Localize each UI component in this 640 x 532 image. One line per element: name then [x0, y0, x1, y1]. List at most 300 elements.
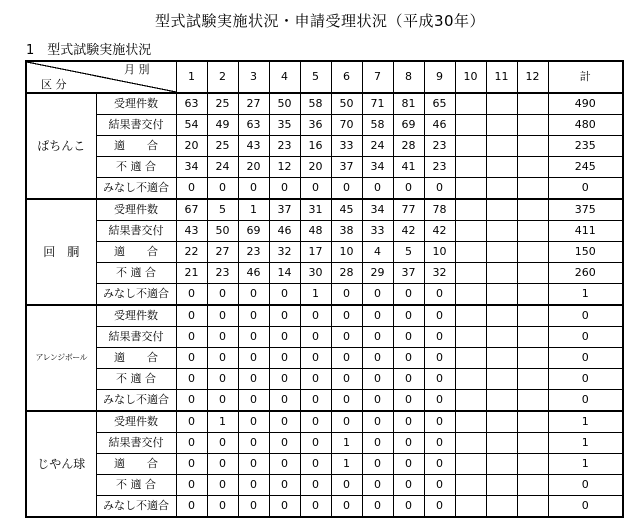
month-value-cell: 0	[424, 369, 455, 390]
month-value-cell: 0	[300, 433, 331, 454]
month-value-cell: 0	[238, 348, 269, 369]
month-value-cell: 37	[393, 263, 424, 284]
table-row	[26, 242, 623, 263]
month-value-cell: 31	[300, 199, 331, 221]
month-value-cell: 58	[300, 93, 331, 115]
month-value-cell: 4	[362, 242, 393, 263]
month-value-cell: 5	[393, 242, 424, 263]
month-value-cell	[486, 433, 517, 454]
row-total-cell: 0	[548, 496, 623, 518]
month-value-cell: 1	[300, 284, 331, 306]
month-value-cell: 63	[176, 93, 207, 115]
month-value-cell: 63	[238, 115, 269, 136]
month-value-cell	[517, 305, 548, 327]
month-value-cell	[517, 496, 548, 518]
month-value-cell: 0	[393, 433, 424, 454]
row-label: 結果書交付	[96, 327, 176, 348]
month-value-cell: 37	[331, 157, 362, 178]
month-value-cell	[455, 475, 486, 496]
month-value-cell: 0	[331, 369, 362, 390]
month-value-cell: 0	[393, 178, 424, 200]
month-value-cell	[517, 284, 548, 306]
month-value-cell	[517, 475, 548, 496]
month-value-cell: 23	[238, 242, 269, 263]
row-total-cell: 375	[548, 199, 623, 221]
row-total-cell: 235	[548, 136, 623, 157]
month-value-cell: 32	[424, 263, 455, 284]
table-row	[26, 115, 623, 136]
month-value-cell: 0	[393, 390, 424, 412]
month-value-cell	[455, 242, 486, 263]
month-value-cell: 0	[300, 454, 331, 475]
month-value-cell: 33	[362, 221, 393, 242]
month-value-cell	[455, 369, 486, 390]
month-value-cell: 0	[424, 305, 455, 327]
month-value-cell: 71	[362, 93, 393, 115]
row-total-cell: 1	[548, 454, 623, 475]
month-value-cell	[486, 411, 517, 433]
month-value-cell: 0	[424, 390, 455, 412]
category-group	[26, 411, 623, 517]
table-row	[26, 157, 623, 178]
month-value-cell: 25	[207, 136, 238, 157]
month-value-cell: 34	[362, 157, 393, 178]
month-value-cell: 0	[269, 390, 300, 412]
month-value-cell: 25	[207, 93, 238, 115]
row-total-cell: 245	[548, 157, 623, 178]
month-value-cell: 0	[269, 305, 300, 327]
month-value-cell: 0	[393, 454, 424, 475]
month-value-cell: 0	[176, 475, 207, 496]
month-value-cell	[486, 178, 517, 200]
table-row	[26, 348, 623, 369]
month-value-cell: 24	[207, 157, 238, 178]
month-value-cell	[486, 348, 517, 369]
row-total-cell: 0	[548, 327, 623, 348]
month-value-cell: 0	[424, 411, 455, 433]
month-value-cell: 0	[300, 496, 331, 518]
month-value-cell: 0	[176, 390, 207, 412]
month-value-cell: 81	[393, 93, 424, 115]
month-value-cell: 10	[424, 242, 455, 263]
total-header: 計	[548, 61, 623, 93]
row-total-cell: 0	[548, 390, 623, 412]
category-group	[26, 199, 623, 305]
month-value-cell: 0	[176, 496, 207, 518]
row-label: 適 合	[96, 242, 176, 263]
month-value-cell: 23	[207, 263, 238, 284]
row-label: 適 合	[96, 136, 176, 157]
month-value-cell: 17	[300, 242, 331, 263]
month-value-cell: 20	[300, 157, 331, 178]
month-value-cell: 0	[238, 327, 269, 348]
month-value-cell: 0	[331, 305, 362, 327]
month-value-cell: 0	[238, 475, 269, 496]
month-header-1: 1	[176, 61, 207, 93]
month-value-cell: 0	[362, 284, 393, 306]
month-value-cell: 69	[238, 221, 269, 242]
month-value-cell: 0	[238, 284, 269, 306]
header-row	[26, 61, 623, 93]
table-row	[26, 454, 623, 475]
table-row	[26, 369, 623, 390]
month-value-cell: 29	[362, 263, 393, 284]
month-value-cell: 0	[393, 369, 424, 390]
month-value-cell: 0	[238, 496, 269, 518]
month-value-cell: 49	[207, 115, 238, 136]
month-value-cell: 0	[362, 433, 393, 454]
category-cell: アレンジボール	[26, 305, 96, 411]
table-row	[26, 411, 623, 433]
month-value-cell	[517, 221, 548, 242]
month-value-cell: 0	[362, 390, 393, 412]
month-value-cell: 77	[393, 199, 424, 221]
month-value-cell: 46	[424, 115, 455, 136]
row-label: 結果書交付	[96, 115, 176, 136]
month-value-cell: 23	[424, 157, 455, 178]
month-header-4: 4	[269, 61, 300, 93]
month-value-cell	[455, 433, 486, 454]
month-value-cell: 0	[362, 348, 393, 369]
month-value-cell: 0	[238, 305, 269, 327]
month-value-cell: 0	[269, 475, 300, 496]
month-value-cell: 43	[176, 221, 207, 242]
row-total-cell: 411	[548, 221, 623, 242]
row-total-cell: 490	[548, 93, 623, 115]
month-value-cell	[455, 221, 486, 242]
month-value-cell	[517, 115, 548, 136]
month-value-cell: 37	[269, 199, 300, 221]
row-total-cell: 150	[548, 242, 623, 263]
month-value-cell	[486, 199, 517, 221]
month-value-cell: 23	[424, 136, 455, 157]
row-label: 不 適 合	[96, 157, 176, 178]
month-value-cell: 0	[362, 369, 393, 390]
row-label: 結果書交付	[96, 221, 176, 242]
month-value-cell: 0	[207, 284, 238, 306]
month-value-cell	[455, 348, 486, 369]
category-cell: ぱちんこ	[26, 93, 96, 199]
month-header-6: 6	[331, 61, 362, 93]
month-value-cell: 0	[331, 496, 362, 518]
row-total-cell: 0	[548, 475, 623, 496]
row-label: 不 適 合	[96, 475, 176, 496]
month-value-cell: 0	[207, 475, 238, 496]
month-value-cell: 32	[269, 242, 300, 263]
month-value-cell: 12	[269, 157, 300, 178]
month-value-cell: 0	[176, 433, 207, 454]
month-value-cell: 0	[207, 390, 238, 412]
month-value-cell: 69	[393, 115, 424, 136]
month-value-cell: 0	[331, 390, 362, 412]
row-label: みなし不適合	[96, 178, 176, 200]
month-value-cell: 0	[362, 178, 393, 200]
month-value-cell: 27	[207, 242, 238, 263]
month-value-cell: 5	[207, 199, 238, 221]
month-value-cell: 42	[424, 221, 455, 242]
month-value-cell: 0	[362, 475, 393, 496]
month-header-7: 7	[362, 61, 393, 93]
month-value-cell: 36	[300, 115, 331, 136]
row-total-cell: 0	[548, 369, 623, 390]
row-label: 適 合	[96, 454, 176, 475]
month-value-cell	[486, 221, 517, 242]
month-value-cell: 0	[207, 327, 238, 348]
table-row	[26, 496, 623, 518]
table-row	[26, 327, 623, 348]
row-label: 適 合	[96, 348, 176, 369]
month-value-cell: 16	[300, 136, 331, 157]
month-value-cell: 0	[424, 178, 455, 200]
inspection-status-table	[25, 60, 624, 518]
month-value-cell: 42	[393, 221, 424, 242]
month-value-cell	[517, 411, 548, 433]
month-value-cell: 0	[207, 369, 238, 390]
table-row	[26, 199, 623, 221]
month-value-cell	[517, 157, 548, 178]
month-value-cell	[455, 496, 486, 518]
month-value-cell: 0	[424, 327, 455, 348]
month-value-cell: 0	[362, 305, 393, 327]
month-value-cell: 0	[300, 327, 331, 348]
month-value-cell: 0	[269, 284, 300, 306]
month-value-cell: 0	[424, 496, 455, 518]
month-value-cell	[517, 390, 548, 412]
month-value-cell: 70	[331, 115, 362, 136]
month-value-cell: 0	[269, 348, 300, 369]
month-value-cell	[455, 178, 486, 200]
row-total-cell: 0	[548, 348, 623, 369]
month-value-cell: 0	[393, 348, 424, 369]
month-value-cell	[455, 93, 486, 115]
row-label: 結果書交付	[96, 433, 176, 454]
month-value-cell	[486, 390, 517, 412]
month-value-cell: 50	[331, 93, 362, 115]
row-label: 受理件数	[96, 411, 176, 433]
month-value-cell	[517, 433, 548, 454]
month-value-cell: 38	[331, 221, 362, 242]
month-value-cell: 20	[176, 136, 207, 157]
month-value-cell: 23	[269, 136, 300, 157]
month-value-cell: 34	[176, 157, 207, 178]
month-value-cell	[486, 305, 517, 327]
month-value-cell: 0	[362, 454, 393, 475]
month-value-cell	[486, 454, 517, 475]
month-value-cell	[486, 263, 517, 284]
table-row	[26, 433, 623, 454]
month-value-cell	[517, 242, 548, 263]
row-label: 受理件数	[96, 305, 176, 327]
table-row	[26, 263, 623, 284]
month-value-cell	[486, 115, 517, 136]
document-title: 型式試験実施状況・申請受理状況（平成30年）	[154, 12, 486, 30]
row-label: 受理件数	[96, 199, 176, 221]
month-value-cell	[486, 242, 517, 263]
month-value-cell	[517, 93, 548, 115]
month-value-cell: 0	[269, 496, 300, 518]
month-value-cell: 0	[176, 369, 207, 390]
category-axis-label: 区 分	[41, 78, 67, 91]
month-value-cell: 41	[393, 157, 424, 178]
month-axis-label: 月 別	[124, 63, 150, 76]
month-value-cell: 0	[300, 178, 331, 200]
month-value-cell: 35	[269, 115, 300, 136]
month-value-cell: 28	[393, 136, 424, 157]
month-value-cell	[455, 157, 486, 178]
month-header-9: 9	[424, 61, 455, 93]
month-value-cell: 0	[331, 284, 362, 306]
month-value-cell: 0	[331, 348, 362, 369]
month-value-cell: 0	[176, 305, 207, 327]
month-value-cell: 33	[331, 136, 362, 157]
month-header-8: 8	[393, 61, 424, 93]
month-value-cell	[517, 327, 548, 348]
row-total-cell: 1	[548, 284, 623, 306]
month-value-cell: 0	[393, 327, 424, 348]
month-value-cell: 22	[176, 242, 207, 263]
month-value-cell	[517, 263, 548, 284]
row-total-cell: 0	[548, 305, 623, 327]
month-value-cell: 50	[207, 221, 238, 242]
month-value-cell: 0	[269, 433, 300, 454]
month-value-cell: 0	[331, 475, 362, 496]
month-value-cell: 0	[207, 348, 238, 369]
month-header-5: 5	[300, 61, 331, 93]
month-value-cell: 0	[238, 178, 269, 200]
month-value-cell: 0	[269, 327, 300, 348]
month-value-cell: 24	[362, 136, 393, 157]
row-label: 不 適 合	[96, 263, 176, 284]
category-cell: 回 胴	[26, 199, 96, 305]
month-value-cell	[455, 115, 486, 136]
month-value-cell: 10	[331, 242, 362, 263]
row-label: みなし不適合	[96, 496, 176, 518]
month-value-cell: 0	[362, 327, 393, 348]
month-value-cell: 0	[207, 178, 238, 200]
table-row	[26, 93, 623, 115]
month-value-cell: 0	[393, 411, 424, 433]
month-value-cell: 0	[269, 178, 300, 200]
category-group	[26, 93, 623, 199]
table-row	[26, 284, 623, 306]
month-header-2: 2	[207, 61, 238, 93]
month-value-cell: 1	[238, 199, 269, 221]
month-value-cell: 0	[424, 284, 455, 306]
month-value-cell: 45	[331, 199, 362, 221]
month-value-cell: 0	[176, 178, 207, 200]
row-total-cell: 1	[548, 433, 623, 454]
table-row	[26, 178, 623, 200]
month-value-cell: 14	[269, 263, 300, 284]
month-value-cell: 65	[424, 93, 455, 115]
month-value-cell: 0	[393, 284, 424, 306]
month-value-cell: 0	[362, 411, 393, 433]
month-header-3: 3	[238, 61, 269, 93]
month-value-cell	[455, 305, 486, 327]
month-value-cell: 0	[238, 433, 269, 454]
month-value-cell: 0	[176, 284, 207, 306]
month-value-cell	[486, 157, 517, 178]
month-value-cell: 0	[393, 475, 424, 496]
month-value-cell	[517, 136, 548, 157]
month-value-cell	[517, 369, 548, 390]
month-value-cell: 0	[424, 348, 455, 369]
month-value-cell: 46	[238, 263, 269, 284]
month-value-cell	[455, 411, 486, 433]
month-value-cell	[486, 475, 517, 496]
month-value-cell: 48	[300, 221, 331, 242]
month-value-cell: 0	[269, 411, 300, 433]
month-value-cell	[455, 390, 486, 412]
month-value-cell: 0	[176, 454, 207, 475]
row-total-cell: 480	[548, 115, 623, 136]
month-value-cell	[455, 263, 486, 284]
month-value-cell: 0	[238, 390, 269, 412]
corner-header-cell	[26, 61, 176, 93]
row-label: みなし不適合	[96, 284, 176, 306]
month-value-cell: 1	[331, 454, 362, 475]
month-value-cell: 0	[238, 369, 269, 390]
table-row	[26, 390, 623, 412]
month-header-12: 12	[517, 61, 548, 93]
month-value-cell: 0	[331, 178, 362, 200]
table-row	[26, 136, 623, 157]
table-row	[26, 475, 623, 496]
month-value-cell: 46	[269, 221, 300, 242]
month-value-cell: 0	[207, 454, 238, 475]
month-value-cell: 0	[424, 454, 455, 475]
section-title: 1 型式試験実施状況	[26, 43, 152, 58]
month-value-cell: 1	[331, 433, 362, 454]
month-value-cell: 0	[393, 496, 424, 518]
month-header-11: 11	[486, 61, 517, 93]
month-value-cell: 0	[176, 348, 207, 369]
month-value-cell: 0	[300, 475, 331, 496]
month-value-cell: 0	[331, 411, 362, 433]
month-value-cell: 67	[176, 199, 207, 221]
month-value-cell	[517, 199, 548, 221]
month-value-cell: 0	[300, 305, 331, 327]
month-value-cell: 0	[238, 411, 269, 433]
month-value-cell: 0	[424, 433, 455, 454]
month-value-cell	[455, 284, 486, 306]
month-value-cell: 0	[269, 369, 300, 390]
month-value-cell: 0	[331, 327, 362, 348]
month-value-cell: 0	[300, 348, 331, 369]
month-value-cell	[486, 93, 517, 115]
month-value-cell: 0	[424, 475, 455, 496]
category-cell: じやん球	[26, 411, 96, 517]
month-value-cell: 0	[207, 305, 238, 327]
month-value-cell: 34	[362, 199, 393, 221]
row-total-cell: 260	[548, 263, 623, 284]
month-value-cell: 0	[300, 390, 331, 412]
table-row	[26, 305, 623, 327]
row-total-cell: 1	[548, 411, 623, 433]
month-value-cell: 0	[393, 305, 424, 327]
month-value-cell: 21	[176, 263, 207, 284]
row-total-cell: 0	[548, 178, 623, 200]
month-value-cell	[486, 284, 517, 306]
month-value-cell: 58	[362, 115, 393, 136]
month-value-cell	[486, 136, 517, 157]
month-header-10: 10	[455, 61, 486, 93]
month-value-cell: 20	[238, 157, 269, 178]
month-value-cell: 54	[176, 115, 207, 136]
month-value-cell	[486, 327, 517, 348]
month-value-cell: 50	[269, 93, 300, 115]
month-value-cell: 27	[238, 93, 269, 115]
